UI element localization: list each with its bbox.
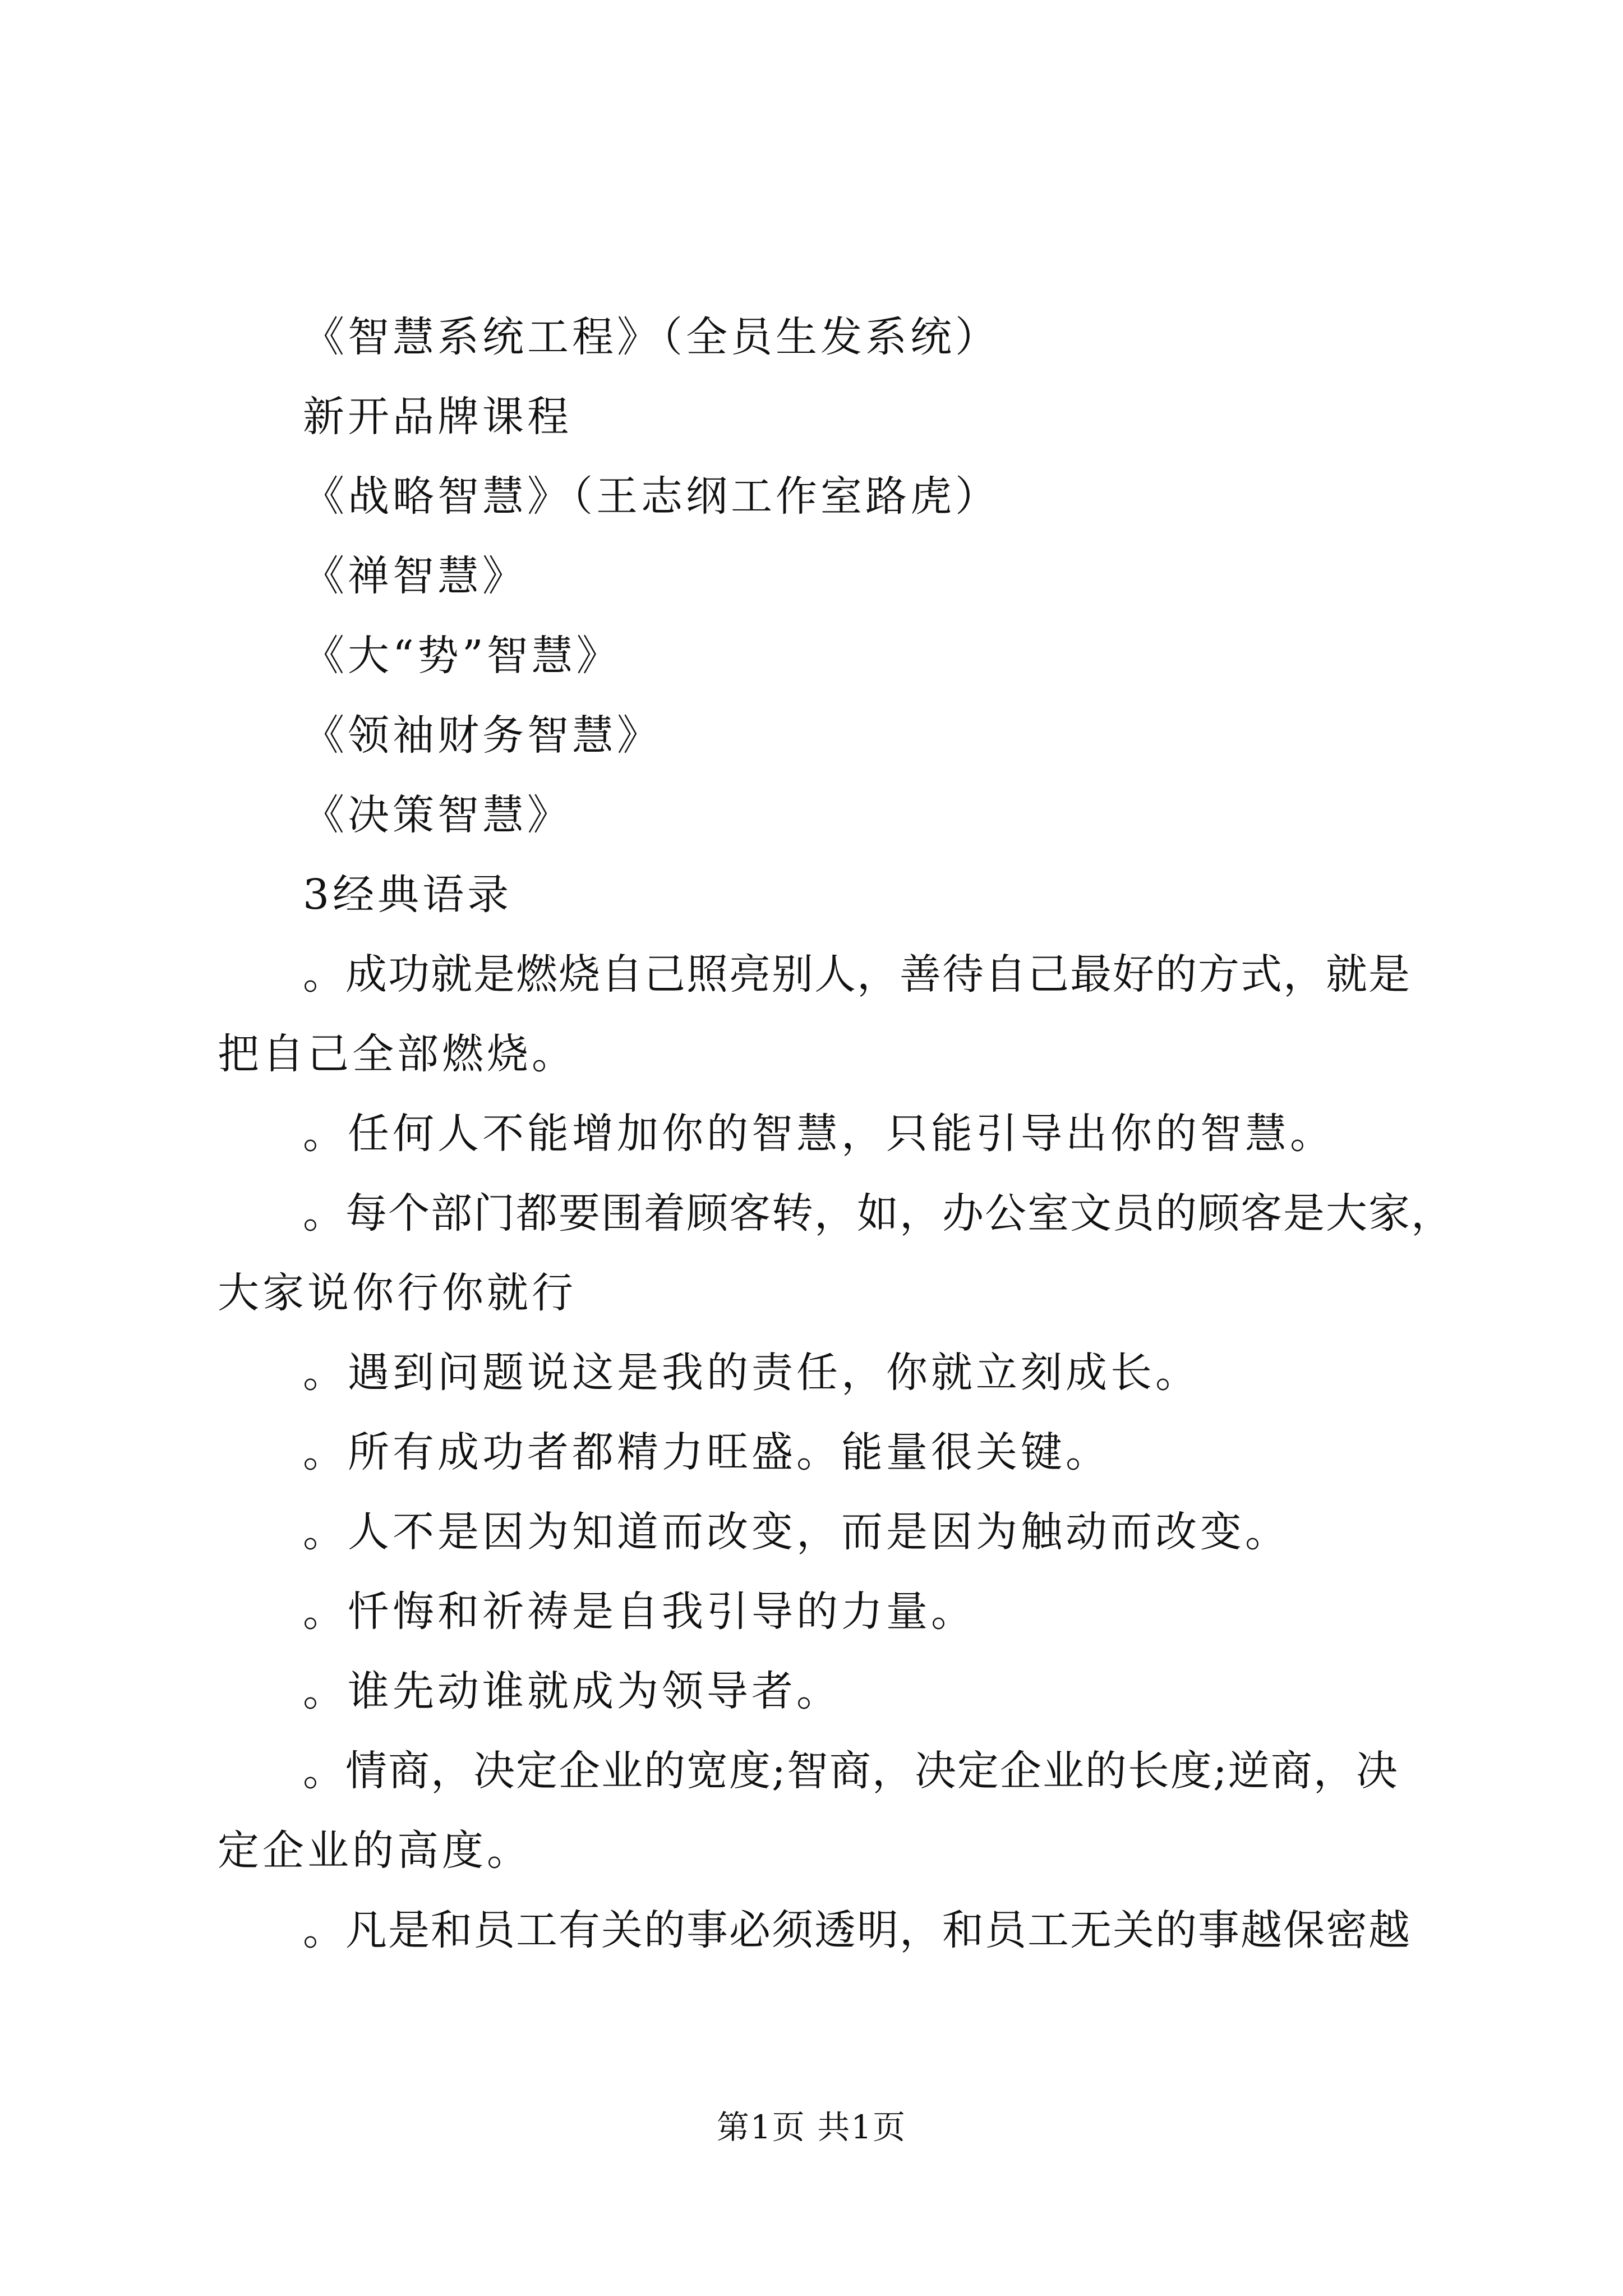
quote-line: 。所有成功者都精力旺盛。能量很关键。 — [303, 1428, 1110, 1476]
document-body — [218, 297, 1454, 1970]
course-title-line: 《领袖财务智慧》 — [303, 711, 662, 760]
quote-line: 。情商，决定企业的宽度;智商，决定企业的长度;逆商，决 — [303, 1747, 1399, 1795]
quote-line: 。谁先动谁就成为领导者。 — [303, 1667, 841, 1715]
quote-line-continuation: 大家说你行你就行 — [218, 1269, 577, 1317]
quote-line-continuation: 把自己全部燃烧。 — [218, 1030, 577, 1078]
course-title-line: 《大“势”智慧》 — [303, 632, 621, 680]
section-heading-new-courses: 新开品牌课程 — [303, 393, 572, 441]
quote-line: 。任何人不能增加你的智慧，只能引导出你的智慧。 — [303, 1110, 1335, 1158]
course-title-line: 《智慧系统工程》（全员生发系统） — [303, 313, 1000, 361]
page-footer — [0, 2105, 1623, 2150]
quote-line: 。成功就是燃烧自己照亮别人，善待自己最好的方式，就是 — [303, 950, 1411, 999]
quote-line: 。每个部门都要围着顾客转，如，办公室文员的顾客是大家， — [303, 1189, 1454, 1237]
section-heading-quotes: 3经典语录 — [303, 871, 513, 919]
course-title-line: 《禅智慧》 — [303, 552, 527, 600]
quote-line: 。忏悔和祈祷是自我引导的力量。 — [303, 1588, 976, 1636]
page-number-label: 第1页 共1页 — [716, 2108, 907, 2146]
quote-line: 。凡是和员工有关的事必须透明，和员工无关的事越保密越 — [303, 1906, 1411, 1954]
quote-line: 。人不是因为知道而改变，而是因为触动而改变。 — [303, 1508, 1290, 1556]
course-title-line: 《战略智慧》（王志纲工作室路虎） — [303, 472, 1000, 521]
quote-line: 。遇到问题说这是我的责任，你就立刻成长。 — [303, 1349, 1200, 1397]
quote-line-continuation: 定企业的高度。 — [218, 1826, 532, 1875]
course-title-line: 《决策智慧》 — [303, 791, 572, 839]
